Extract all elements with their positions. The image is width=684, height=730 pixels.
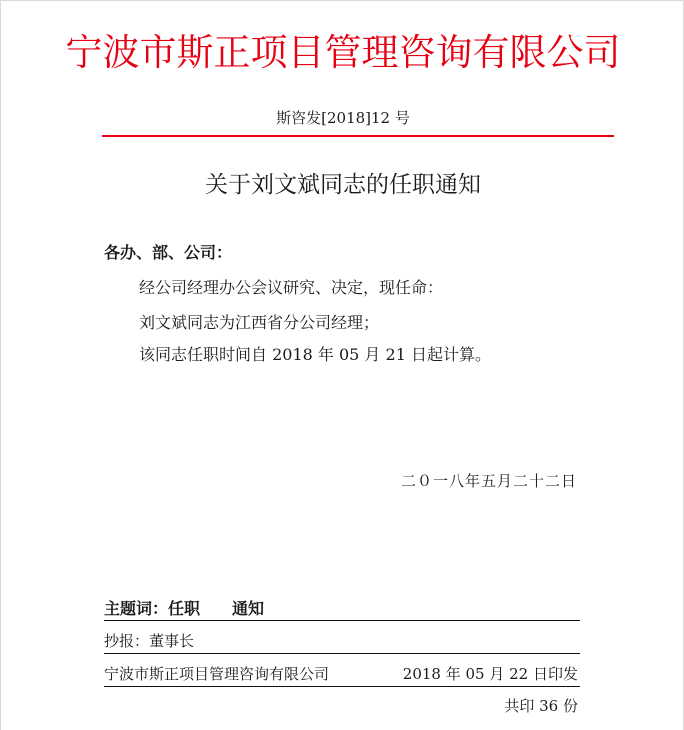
cc-line: 抄报：董事长	[104, 632, 195, 650]
red-divider	[102, 135, 614, 137]
copies-count: 共印 36 份	[504, 697, 578, 715]
keyword: 通知	[232, 599, 265, 618]
document-number: 斯咨发[2018]12 号	[276, 109, 410, 127]
print-date: 2018 年 05 月 22 日印发	[402, 665, 578, 683]
body-line: 刘文斌同志为江西省分公司经理；	[139, 313, 380, 332]
keyword: 任职	[168, 599, 201, 618]
issuer-name: 宁波市斯正项目管理咨询有限公司	[104, 665, 330, 683]
body-line: 该同志任职时间自 2018 年 05 月 21 日起计算。	[139, 345, 491, 364]
keywords-label: 主题词：	[104, 599, 169, 618]
footer-rule	[104, 686, 580, 687]
footer-rule	[104, 620, 580, 621]
body-line: 经公司经理办公会议研究、决定，现任命：	[139, 278, 444, 297]
notice-title: 关于刘文斌同志的任职通知	[205, 172, 481, 198]
org-title: 宁波市斯正项目管理咨询有限公司	[65, 31, 621, 74]
issue-date: 二０一八年五月二十二日	[400, 472, 577, 490]
addressee: 各办、部、公司：	[104, 243, 233, 262]
subject-keywords	[104, 597, 264, 621]
footer-rule	[104, 653, 580, 654]
